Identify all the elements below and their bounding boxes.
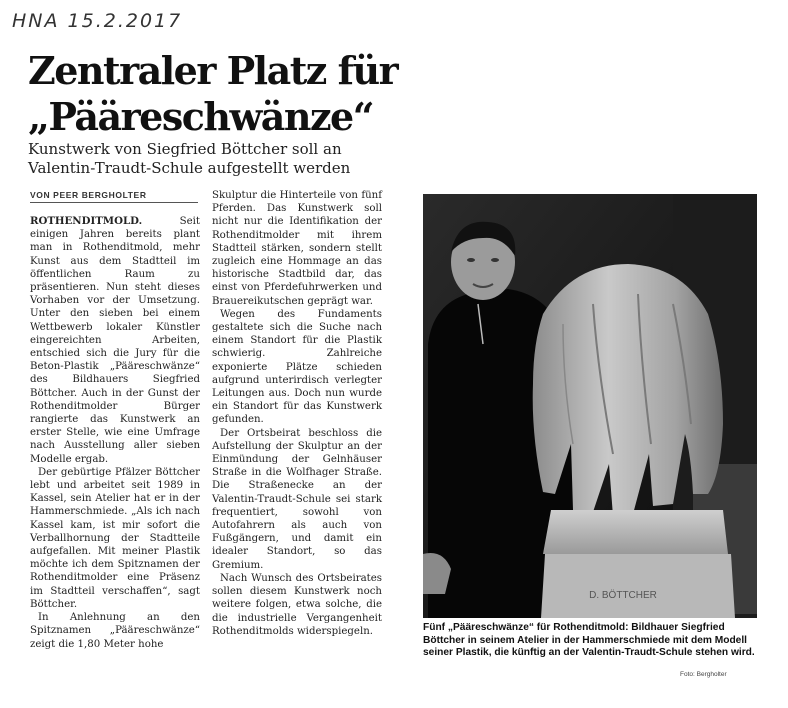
headline-line-2: „Pääreschwänze“ (28, 94, 374, 139)
sculpture-base-top (543, 510, 728, 554)
article-paragraph: In Anlehnung an den Spitznamen „Pääreschwänze“ zeigt die 1,80 Meter hohe (30, 612, 200, 650)
base-inscription: D. BÖTTCHER (589, 590, 657, 601)
paragraph-text: Seit einigen Jahren bereits plant man in Rothenditmold, mehr Kunst aus dem Stadtteil im öffentlichen Raum zu präsentieren. Nun steht dieses Vorhaben vor der Umsetzung. Unter den sieben bei einem Wettbewerb lokaler Künstler eingereichten Arbeiten, entschied sich die Jury für die Beton-Plastik „Pääreschwänze“ des Bildhauers Siegfried Böttcher. Auch in der Gunst der Rothenditmolder Bürger rangierte das Kunstwerk an erster Stelle, wie eine Umfrage nach Ausstellung aller sieben Modelle ergab. (30, 216, 200, 465)
article-paragraph: Wegen des Fundaments gestaltete sich die Suche nach einem Standort für die Plastik schwierig. Zahlreiche exponierte Plätze schieden aufgrund unterirdisch verlegter Leitungen aus. Doch nun wurde ein Standort für das Kunstwerk gefunden. (212, 308, 382, 426)
byline-divider (30, 202, 198, 203)
article-paragraph: Der gebürtige Pfälzer Böttcher lebt und arbeitet seit 1989 in Kassel, sein Atelier hat er in der Hammerschmiede. „Als ich nach Kassel kam, ist mir sofort die Verballhornung der Stadtteile aufgefallen. Mit meiner Plastik möchte ich dem Spitznamen der Rothenditmolder eine Präsenz im Stadtteil verschaffen“, sagt Böttcher. (30, 466, 200, 610)
handwritten-date-note: HNA 15.2.2017 (12, 10, 183, 32)
article-paragraph: Nach Wunsch des Ortsbeirates sollen diesem Kunstwerk noch weitere folgen, etwa solche, die die industrielle Vergangenheit Rothenditmolds widerspiegeln. (212, 572, 382, 637)
article-paragraph: Skulptur die Hinterteile von fünf Pferden. Das Kunstwerk soll nicht nur die Identifikation der Rothenditmolder mit ihrem Stadtteil stärken, sondern stellt zugleich eine Hommage an das historische Stadtbild dar, das einst von Pferdefuhrwerken und Brauereikutschen geprägt war. (212, 190, 382, 307)
subheadline-line-2: Valentin-Traudt-Schule aufgestellt werden (28, 159, 351, 177)
dateline: ROTHENDITMOLD. (30, 215, 143, 227)
headline (28, 48, 588, 140)
article-paragraph: Der Ortsbeirat beschloss die Aufstellung der Skulptur an der Einmündung der Gelnhäuser Straße in die Wolfhager Straße. Die Straßenecke an der Valentin-Traudt-Schule sei stark frequentiert, sowohl von Autofahrern als auch von Fußgängern, und damit ein idealer Standort, so das Gremium. (212, 427, 382, 571)
photo-illustration (423, 194, 757, 618)
photo-credit: Foto: Bergholter (680, 671, 727, 678)
article-column-1 (30, 215, 200, 651)
headline-line-1: Zentraler Platz für (28, 48, 398, 93)
byline: VON PEER BERGHOLTER (30, 190, 147, 200)
article-column-2 (212, 189, 382, 638)
article-paragraph (30, 215, 200, 466)
sculpture-base (541, 554, 735, 618)
subheadline-line-1: Kunstwerk von Siegfried Böttcher soll an (28, 140, 342, 158)
photo-caption: Fünf „Pääreschwänze“ für Rothenditmold: Bildhauer Siegfried Böttcher in seinem Atelier in der Hammerschmiede mit dem Modell seiner Plastik, die künftig an der Valentin-Traudt-Schule stehen wird. (423, 622, 755, 659)
article-photo (423, 194, 757, 618)
horse-sculpture (533, 264, 735, 618)
subheadline (28, 140, 448, 178)
